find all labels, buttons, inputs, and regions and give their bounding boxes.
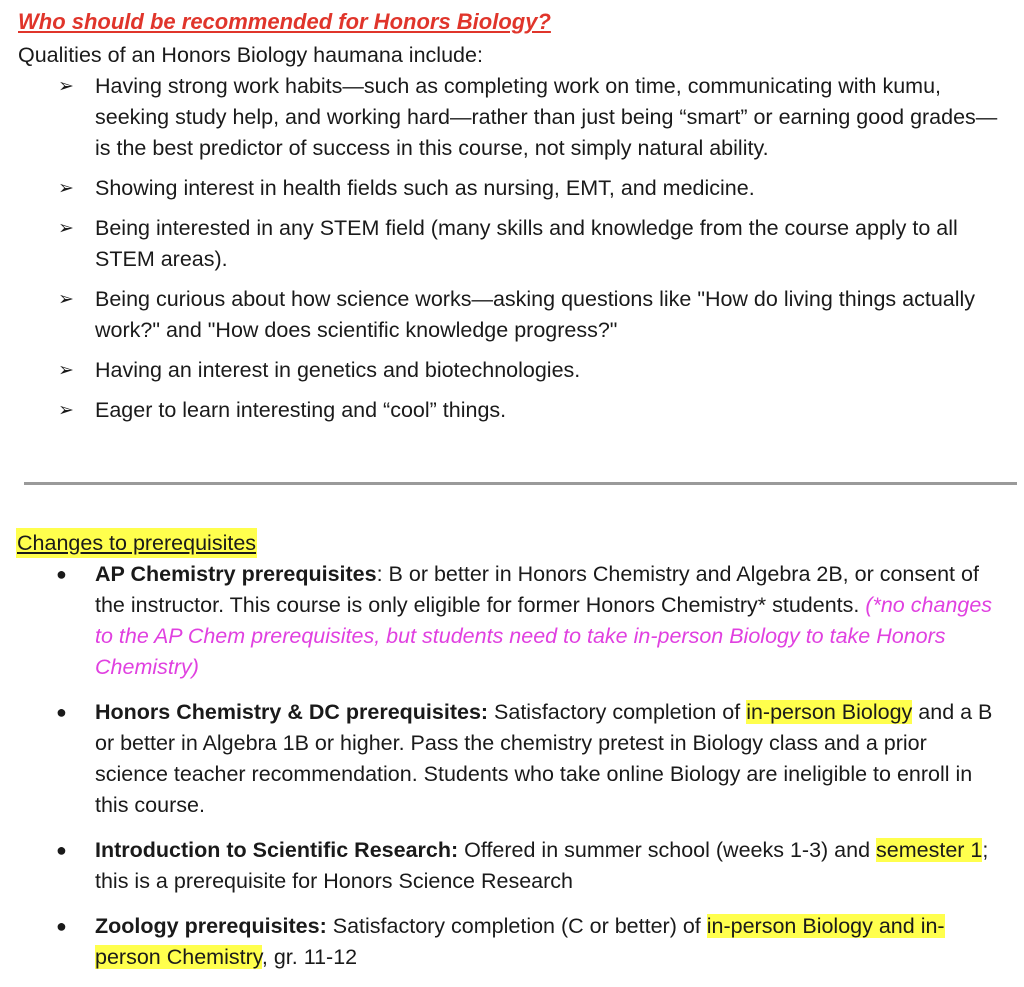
arrow-bullet-icon: ➢ xyxy=(58,400,74,421)
list-item xyxy=(0,71,1024,164)
item-text: Satisfactory completion of xyxy=(488,700,747,724)
dot-bullet-icon: ● xyxy=(56,564,67,584)
honors-biology-heading: Who should be recommended for Honors Biology? xyxy=(18,9,551,34)
list-item xyxy=(0,911,1024,973)
dot-bullet-icon: ● xyxy=(56,702,67,722)
item-highlight: semester 1 xyxy=(876,838,983,862)
item-text: Satisfactory completion (C or better) of xyxy=(326,914,707,938)
list-item xyxy=(0,835,1024,897)
qualities-intro: Qualities of an Honors Biology haumana include: xyxy=(18,43,483,67)
dot-bullet-icon: ● xyxy=(56,840,67,860)
list-item xyxy=(0,284,1024,346)
prerequisites-list xyxy=(0,559,1024,987)
item-highlight: in-person Biology xyxy=(746,700,913,724)
arrow-bullet-icon: ➢ xyxy=(58,76,74,97)
list-item-text: Having strong work habits—such as completing work on time, communicating with kumu, seeking study help, and working hard—rather than just being “smart” or earning good grades—is the best predictor of success in this course, not simply natural ability. xyxy=(95,74,998,160)
horizontal-divider xyxy=(24,482,1017,485)
item-text: ; this is a prerequisite for Honors Science Research xyxy=(95,838,989,893)
list-item xyxy=(0,559,1024,683)
list-item-text: Being interested in any STEM field (many skills and knowledge from the course apply to all STEM areas). xyxy=(95,216,958,271)
list-item xyxy=(0,173,1024,204)
list-item xyxy=(0,355,1024,386)
item-title: Introduction to Scientific Research: xyxy=(95,838,459,862)
list-item xyxy=(0,213,1024,275)
item-highlight: in-person Biology and in-person Chemistry xyxy=(95,914,945,969)
list-item-text: Being curious about how science works—asking questions like "How do living things actually work?" and "How does scientific knowledge progress?" xyxy=(95,287,976,342)
item-note: (*no changes to the AP Chem prerequisites, but students need to take in-person Biology to take Honors Chemistry) xyxy=(95,593,993,679)
list-item-text: Showing interest in health fields such as nursing, EMT, and medicine. xyxy=(95,176,755,200)
dot-bullet-icon: ● xyxy=(56,916,67,936)
item-text: : B or better in Honors Chemistry and Algebra 2B, or consent of the instructor. This course is only eligible for former Honors Chemistry* students. xyxy=(95,562,979,617)
list-item-text: Eager to learn interesting and “cool” things. xyxy=(95,398,507,422)
list-item-text: Having an interest in genetics and biotechnologies. xyxy=(95,358,581,382)
qualities-list xyxy=(0,71,1024,435)
prerequisites-heading: Changes to prerequisites xyxy=(16,528,257,558)
item-title: Honors Chemistry & DC prerequisites: xyxy=(95,700,489,724)
item-text: Offered in summer school (weeks 1-3) and xyxy=(458,838,877,862)
arrow-bullet-icon: ➢ xyxy=(58,289,74,310)
item-text: and a B or better in Algebra 1B or higher. Pass the chemistry pretest in Biology class and a prior science teacher recommendation. Students who take online Biology are ineligible to enroll in this course. xyxy=(95,700,993,817)
item-title: AP Chemistry prerequisites xyxy=(95,562,377,586)
arrow-bullet-icon: ➢ xyxy=(58,178,74,199)
item-text: , gr. 11-12 xyxy=(261,945,358,969)
arrow-bullet-icon: ➢ xyxy=(58,360,74,381)
list-item xyxy=(0,395,1024,426)
list-item xyxy=(0,697,1024,821)
arrow-bullet-icon: ➢ xyxy=(58,218,74,239)
item-title: Zoology prerequisites: xyxy=(95,914,327,938)
